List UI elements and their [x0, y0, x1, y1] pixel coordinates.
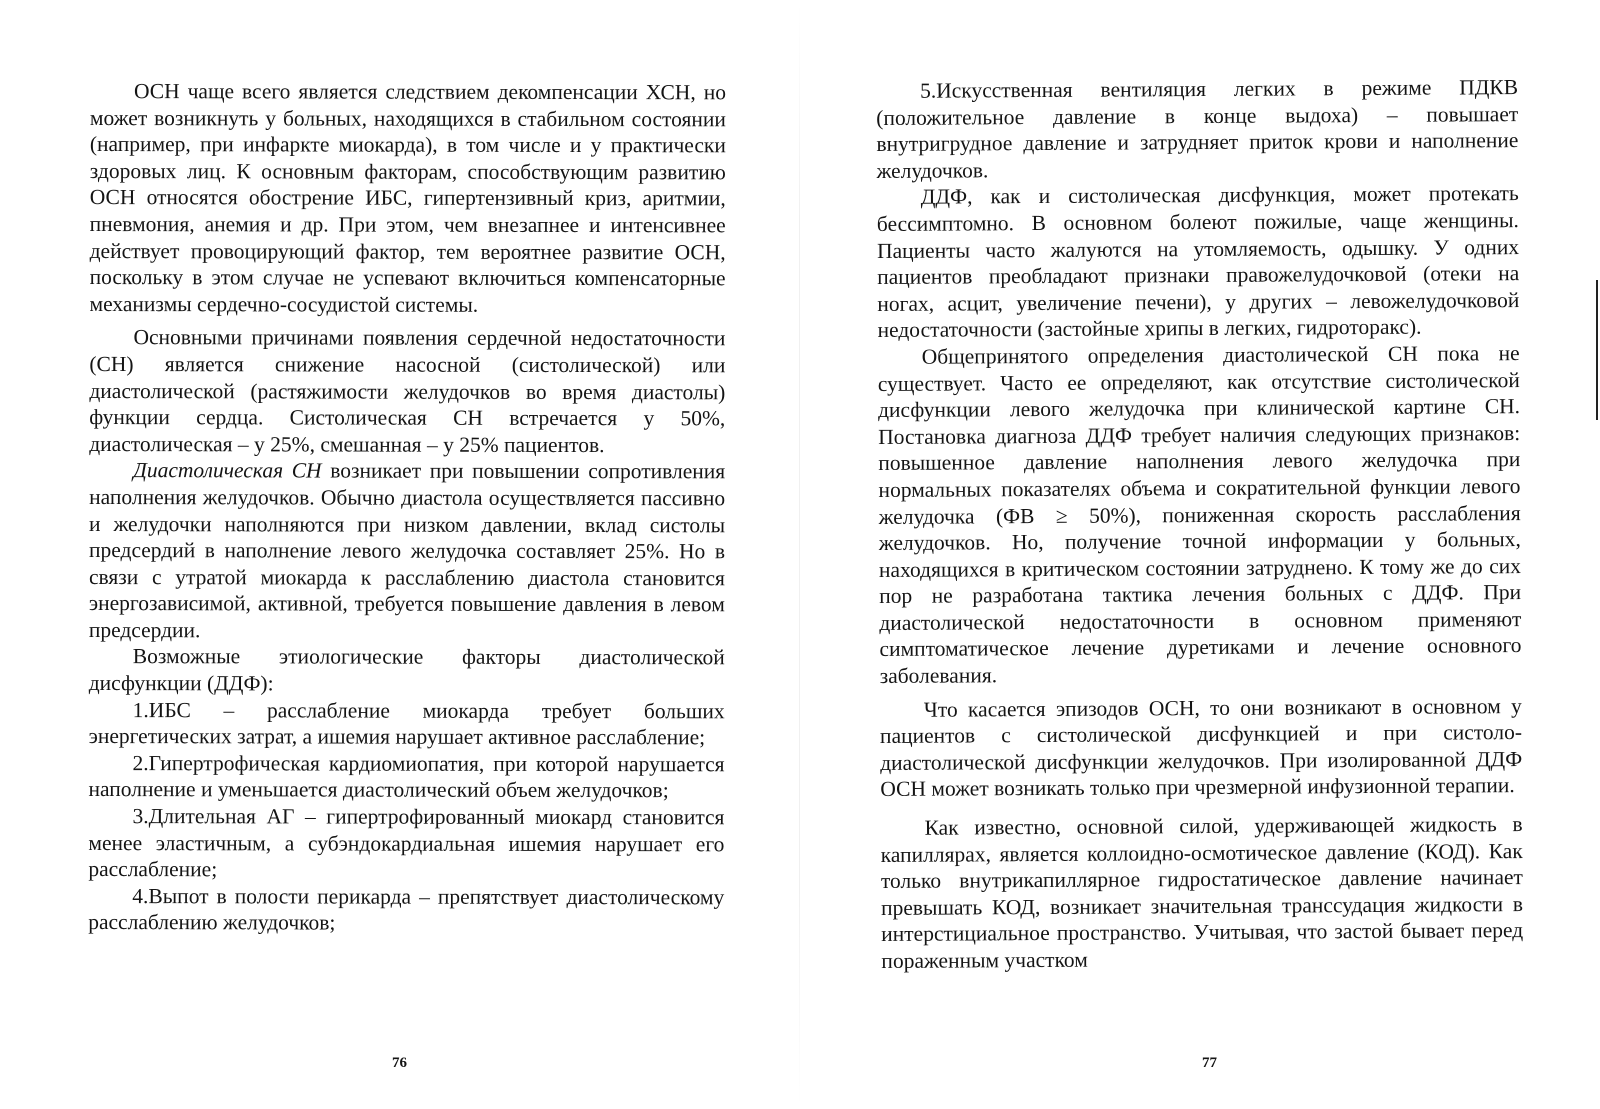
page-number: 77 [1202, 1055, 1217, 1071]
page-number: 76 [392, 1055, 407, 1071]
italic-term: Диастолическая СН [133, 458, 322, 483]
paragraph: Возможные этиологические факторы диастолической дисфункции (ДДФ): [88, 644, 725, 696]
paragraph: Общепринятого определения диастолической СН пока не существует. Часто ее определяют, как отсутствие систолической дисфункции левого желудочка при клинической картине СН. Постановка диагноза ДДФ требует наличия следующих признаков: повышенное давление наполнения левого желудочка при нормальных показателях объема и сократительной функции левого желудочка (ФВ ≥ 50%), пониженная скорость расслабления желудочков. Но, получение точной информации у больных, находящихся в критическом состоянии затруднено. К тому же до сих пор не разработана тактика лечения больных с ДДФ. При диастолической недостаточности в основном применяют симптоматическое лечение дуретиками и лечение основного заболевания. [877, 341, 1522, 689]
paragraph: Что касается эпизодов ОСН, то они возникают в основном у пациентов с систолической дисфункцией и при систоло-диастолической дисфункции желудочков. При изолированной ДДФ ОСН может возникать только при чрезмерной инфузионной терапии. [879, 693, 1523, 802]
list-item: 3.Длительная АГ – гипертрофированный миокард становится менее эластичным, а субэндокардиальная ишемия нарушает его расслабление; [88, 804, 725, 882]
page-edge-mark [1596, 280, 1598, 420]
book-gutter [799, 0, 800, 1109]
list-item: 2.Гипертрофическая кардиомиопатия, при которой нарушается наполнение и уменьшается диастолический объем желудочков; [88, 750, 725, 803]
list-item: 5.Искусственная вентиляция легких в режиме ПДКВ (положительное давление в конце выдоха) – повышает внутригрудное давление и затрудняет приток крови и наполнение желудочков. [876, 75, 1519, 183]
paragraph-text: возникает при повышении сопротивления наполнения желудочков. Обычно диастола осуществляется пассивно и желудочки наполняются при низком давлении, вклад систолы предсердий в наполнение левого желудочка составляет 25%. Но в связи с утратой миокарда к расслаблению диастола становится энергозависимой, активной, требуется повышение давления в левом предсердии. [88, 458, 726, 643]
list-item: 1.ИБС – расслабление миокарда требует больших энергетических затрат, а ишемия нарушает активное расслабление; [88, 697, 725, 750]
list-item: 4.Выпот в полости перикарда – препятствует диастолическому расслаблению желудочков; [88, 883, 725, 935]
right-page [876, 74, 1523, 974]
paragraph [89, 457, 725, 644]
paragraph: ОСН чаще всего является следствием декомпенсации ХСН, но может возникнуть у больных, находящихся в стабильном состоянии (например, при инфаркте миокарда), в том числе и у практически здоровых лиц. К основным факторам, способствующим развитию ОСН относятся обострение ИБС, гипертензивный криз, аритмии, пневмония, анемия и др. При этом, чем внезапнее и интенсивнее действует провоцирующий фактор, тем вероятнее развитие ОСН, поскольку в этом случае не успевают включиться компенсаторные механизмы сердечно-сосудистой системы. [89, 79, 726, 317]
paragraph: Основными причинами появления сердечной недостаточности (СН) является снижение насосной (систолической) или диастолической (растяжимости желудочков во время диастолы) функции сердца. Систолическая СН встречается у 50%, диастолическая – у 25%, смешанная – у 25% пациентов. [89, 325, 726, 457]
paragraph: ДДФ, как и систолическая дисфункция, может протекать бессимптомно. В основном болеют пожилые, чаще женщины. Пациенты часто жалуются на утомляемость, одышку. У одних пациентов преобладают признаки правожелудочковой (отеки на ногах, асцит, увеличение печени), у других – левожелудочковой недостаточности (застойные хрипы в легких, гидроторакс). [876, 181, 1520, 343]
paragraph: Как известно, основной силой, удерживающей жидкость в капиллярах, является коллоидно-осмотическое давление (КОД). Как только внутрикапиллярное гидростатическое давление начинает превышать КОД, возникает значительная транссудация жидкости в интерстициальное пространство. Учитывая, что застой бывает перед пораженным участком [880, 812, 1524, 973]
left-page [88, 78, 726, 937]
